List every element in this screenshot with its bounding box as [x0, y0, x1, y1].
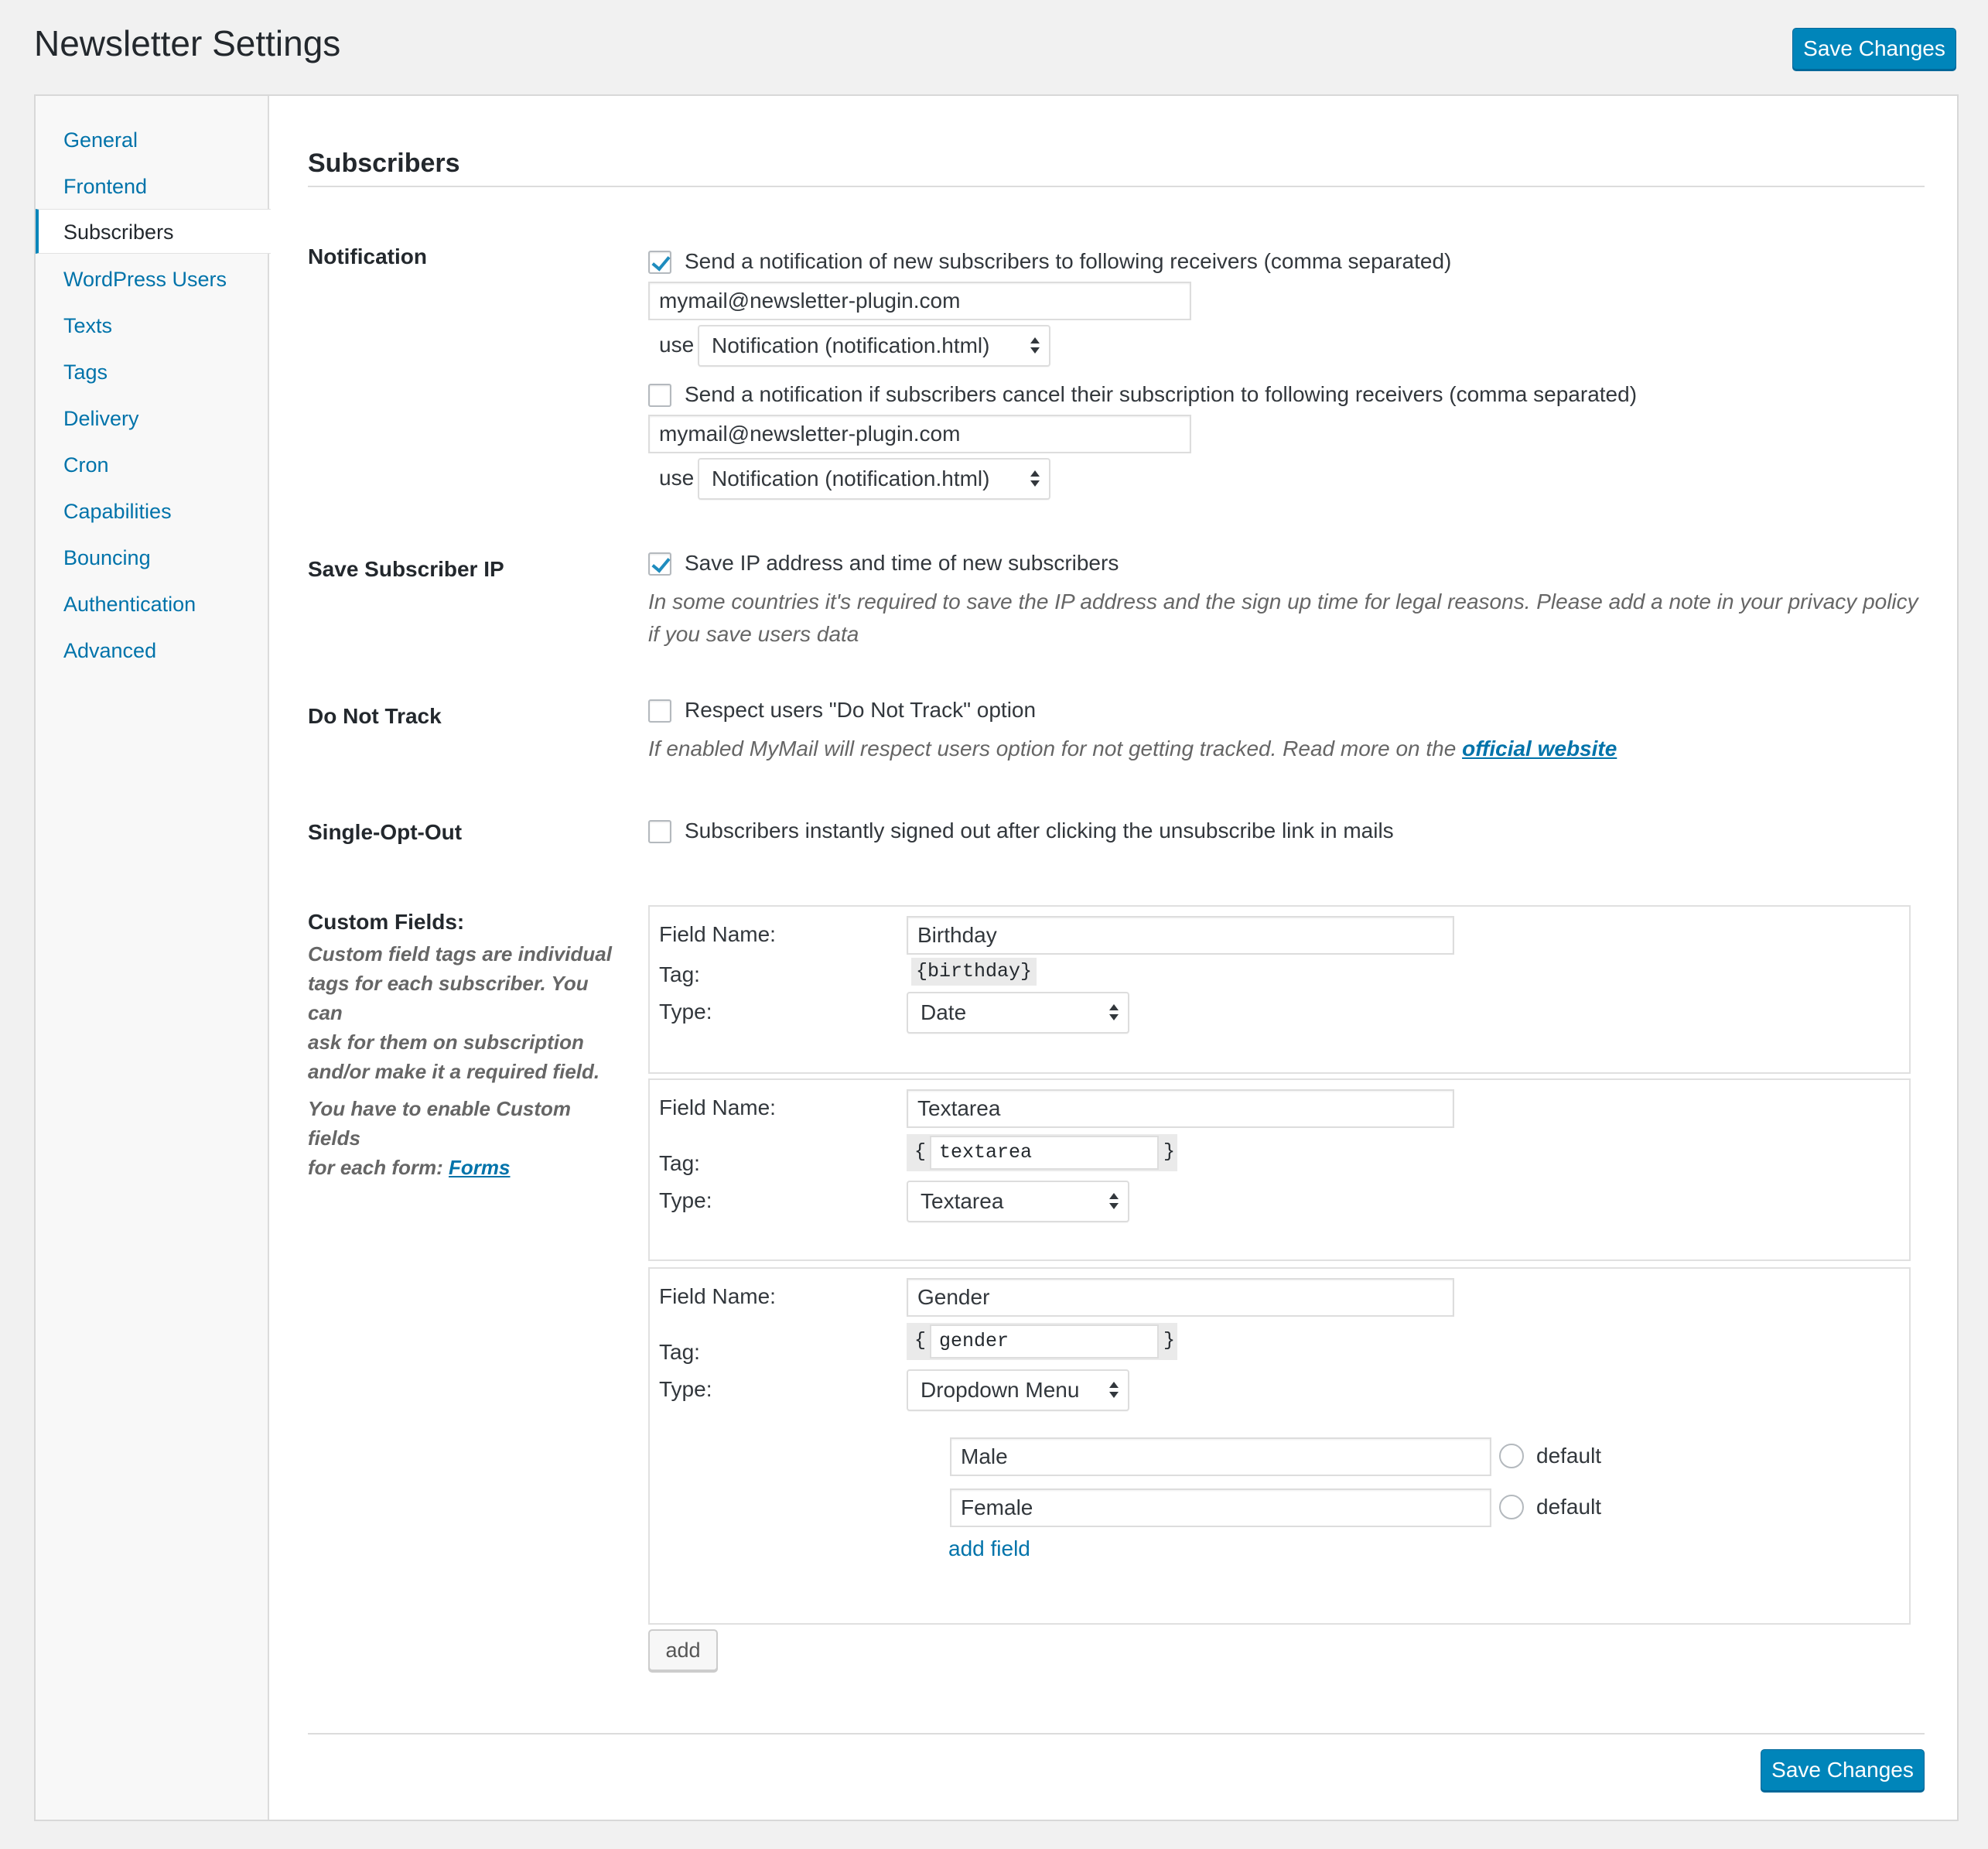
field-name-input[interactable]: Birthday: [907, 916, 1454, 955]
notify-cancel-checkbox[interactable]: [648, 384, 671, 407]
custom-fields-desc2-line1: You have to enable Custom fields: [308, 1097, 571, 1150]
forms-link[interactable]: Forms: [449, 1156, 511, 1179]
field-type-select[interactable]: [907, 992, 1129, 1034]
field-type-value: Textarea: [921, 1189, 1004, 1213]
save-ip-text: Save IP address and time of new subscribers: [685, 551, 1119, 575]
tag-close-brace: }: [1163, 1329, 1176, 1352]
field-name-label: Field Name:: [659, 1095, 776, 1119]
page-title: Newsletter Settings: [34, 23, 341, 63]
notify-new-email-input[interactable]: mymail@newsletter-plugin.com: [648, 282, 1191, 320]
notify-new-template-select[interactable]: [698, 325, 1050, 367]
sidebar-item-subscribers[interactable]: Subscribers: [36, 209, 271, 254]
select-arrows-icon: [1029, 335, 1041, 357]
custom-field-birthday: [648, 905, 1911, 1074]
default-radio[interactable]: [1499, 1444, 1524, 1468]
official-website-link[interactable]: official website: [1462, 737, 1617, 760]
notify-new-checkbox[interactable]: [648, 251, 671, 274]
single-opt-out-text: Subscribers instantly signed out after clicking the unsubscribe link in mails: [685, 819, 1394, 842]
select-arrows-icon: [1108, 1379, 1120, 1401]
custom-fields-desc-line: and/or make it a required field.: [308, 1060, 600, 1083]
sidebar-item-delivery[interactable]: Delivery: [63, 407, 139, 430]
tag-close-brace: }: [1163, 1140, 1176, 1163]
save-ip-description-line1: In some countries it's required to save the IP address and the sign up time for legal reasons. Please add a note in your privacy policy: [648, 590, 1918, 613]
single-opt-out-label: Single-Opt-Out: [308, 820, 463, 844]
default-label: default: [1536, 1495, 1602, 1519]
bottom-divider: [308, 1733, 1925, 1735]
save-ip-checkbox[interactable]: [648, 552, 671, 576]
save-ip-description-line2: if you save users data: [648, 622, 859, 646]
tag-open-brace: {: [914, 1329, 927, 1352]
field-tag-input[interactable]: gender: [930, 1324, 1159, 1359]
single-opt-out-checkbox[interactable]: [648, 820, 671, 843]
field-type-select[interactable]: [907, 1181, 1129, 1222]
tag-label: Tag:: [659, 1340, 700, 1364]
default-label: default: [1536, 1444, 1602, 1468]
sidebar-item-texts[interactable]: Texts: [63, 314, 113, 337]
notify-cancel-use-label: use: [659, 466, 695, 490]
notify-new-label: Send a notification of new subscribers to following receivers (comma separated): [685, 249, 1452, 273]
save-changes-button-top[interactable]: Save Changes: [1792, 28, 1956, 70]
sidebar-item-tags[interactable]: Tags: [63, 361, 108, 384]
field-name-input[interactable]: Gender: [907, 1278, 1454, 1317]
notify-new-use-label: use: [659, 333, 695, 357]
field-type-value: Date: [921, 1000, 967, 1024]
save-changes-button-bottom[interactable]: Save Changes: [1761, 1749, 1925, 1791]
notify-cancel-template-value: Notification (notification.html): [712, 467, 990, 490]
type-label: Type:: [659, 1000, 712, 1024]
tag-open-brace: {: [914, 1140, 927, 1163]
tag-label: Tag:: [659, 1151, 700, 1175]
notify-cancel-email-input[interactable]: mymail@newsletter-plugin.com: [648, 415, 1191, 453]
select-arrows-icon: [1108, 1191, 1120, 1212]
custom-field-textarea: [648, 1078, 1911, 1261]
select-arrows-icon: [1108, 1002, 1120, 1024]
custom-fields-label: Custom Fields:: [308, 910, 465, 934]
do-not-track-description-text: If enabled MyMail will respect users option for not getting tracked. Read more on the: [648, 737, 1463, 760]
section-divider: [308, 186, 1925, 187]
save-ip-label: Save Subscriber IP: [308, 557, 504, 581]
field-tag-code: {birthday}: [911, 958, 1037, 986]
field-type-value: Dropdown Menu: [921, 1378, 1080, 1402]
add-field-link[interactable]: add field: [948, 1536, 1030, 1560]
field-name-input[interactable]: Textarea: [907, 1089, 1454, 1128]
notify-cancel-template-select[interactable]: [698, 458, 1050, 500]
field-tag-wrapper: [907, 1134, 1177, 1171]
custom-fields-desc-line: ask for them on subscription: [308, 1030, 584, 1054]
custom-fields-desc2-text: for each form:: [308, 1156, 449, 1179]
notify-new-template-value: Notification (notification.html): [712, 333, 990, 357]
dropdown-option-input[interactable]: Male: [950, 1437, 1491, 1476]
field-name-label: Field Name:: [659, 922, 776, 946]
do-not-track-text: Respect users "Do Not Track" option: [685, 698, 1037, 722]
sidebar-item-authentication[interactable]: Authentication: [63, 593, 196, 616]
custom-field-gender: [648, 1267, 1911, 1625]
sidebar-item-capabilities[interactable]: Capabilities: [63, 500, 172, 523]
settings-sidebar: [36, 96, 269, 1820]
type-label: Type:: [659, 1377, 712, 1401]
default-radio[interactable]: [1499, 1495, 1524, 1519]
field-type-select[interactable]: [907, 1369, 1129, 1411]
sidebar-item-advanced[interactable]: Advanced: [63, 639, 157, 662]
section-title: Subscribers: [308, 149, 460, 178]
custom-fields-desc-line: Custom field tags are individual: [308, 942, 612, 966]
notification-label: Notification: [308, 244, 427, 268]
custom-fields-desc2-line2: [308, 1153, 625, 1182]
dropdown-option-input[interactable]: Female: [950, 1488, 1491, 1527]
sidebar-item-bouncing[interactable]: Bouncing: [63, 546, 151, 569]
type-label: Type:: [659, 1188, 712, 1212]
field-tag-wrapper: [907, 1323, 1177, 1360]
field-name-label: Field Name:: [659, 1284, 776, 1308]
do-not-track-description: [648, 732, 1617, 765]
do-not-track-label: Do Not Track: [308, 704, 442, 728]
sidebar-item-general[interactable]: General: [63, 128, 138, 152]
do-not-track-checkbox[interactable]: [648, 699, 671, 723]
custom-fields-desc-line: tags for each subscriber. You can: [308, 972, 589, 1024]
sidebar-item-wordpress-users[interactable]: WordPress Users: [63, 268, 227, 291]
add-custom-field-button[interactable]: add: [648, 1629, 718, 1671]
custom-fields-description: [308, 939, 625, 1182]
notify-cancel-label: Send a notification if subscribers cancel their subscription to following receivers (comma separated): [685, 382, 1638, 406]
select-arrows-icon: [1029, 468, 1041, 490]
tag-label: Tag:: [659, 962, 700, 986]
sidebar-item-cron[interactable]: Cron: [63, 453, 109, 477]
field-tag-input[interactable]: textarea: [930, 1136, 1159, 1170]
sidebar-item-frontend[interactable]: Frontend: [63, 175, 148, 198]
